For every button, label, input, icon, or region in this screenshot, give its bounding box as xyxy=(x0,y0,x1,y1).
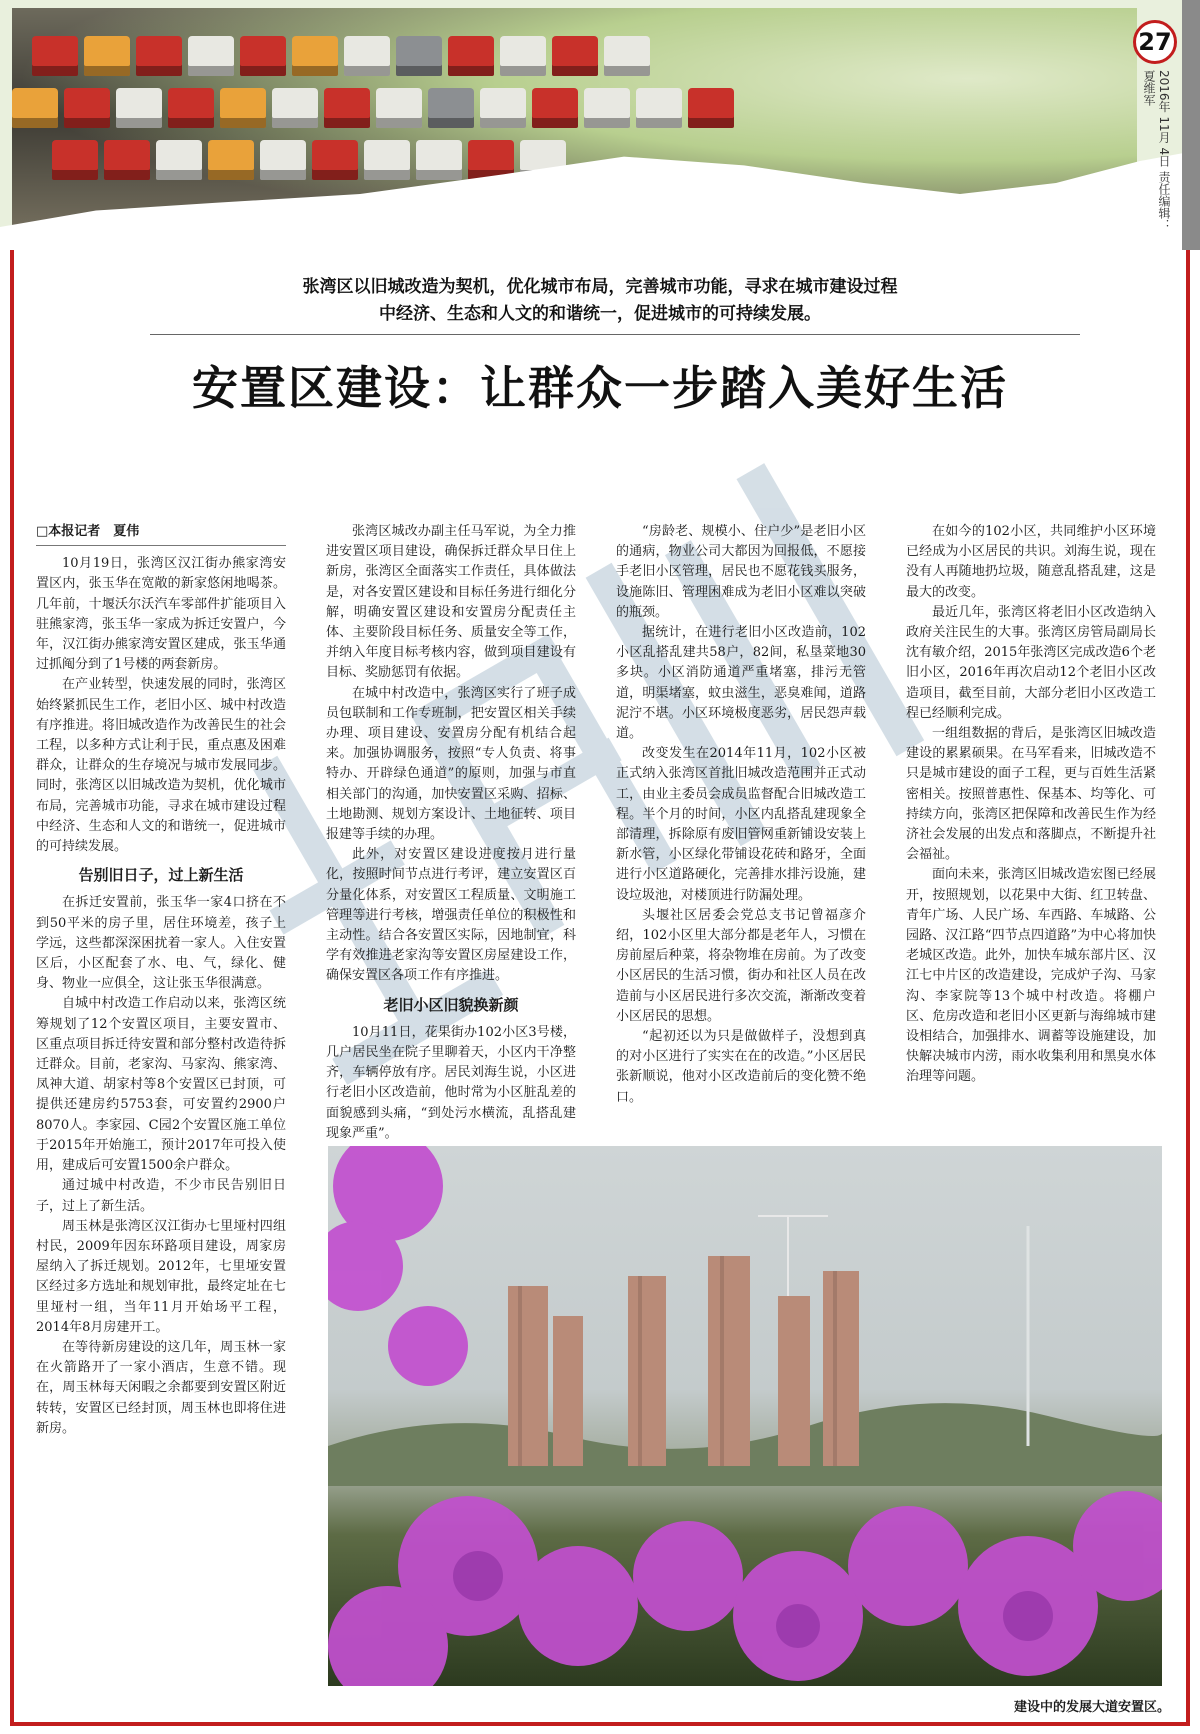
banner-edge xyxy=(1182,0,1200,250)
column-3 xyxy=(616,522,866,1108)
paragraph: 面向未来，张湾区旧城改造宏图已经展开，按照规划，以花果中大街、红卫转盘、青年广场、人民广场、车西路、车城路、公园路、汉江路“四节点四道路”为中心将加快老城区改造。此外，加快车城东部片区、汉江七中片区的改造建设，完成炉子沟、马家沟、李家院等13个城中村改造。将棚户区、危房改造和老旧小区更新与海绵城市建设相结合，加强排水、调蓄等设施建设，加快解决城市内涝，雨水收集利用和黑臭水体治理等问题。 xyxy=(906,867,1156,1085)
header-banner xyxy=(0,0,1200,250)
paragraph: 最近几年，张湾区将老旧小区改造纳入政府关注民生的大事。张湾区房管局副局长沈有敏介绍，2015年张湾区完成改造6个老旧小区，2016年再次启动12个老旧小区改造项目，截至目前，大部分老旧小区改造工程已经顺利完成。 xyxy=(906,604,1156,721)
paragraph: 10月19日，张湾区汉江街办熊家湾安置区内，张玉华在宽敞的新家悠闲地喝茶。几年前，十堰沃尔沃汽车零部件扩能项目入驻熊家湾，张玉华一家成为拆迁安置户，今年，汉江街办熊家湾安置区建成，张玉华通过抓阄分到了1号楼的两套新房。 xyxy=(36,556,286,673)
date-editor-line xyxy=(1141,70,1171,240)
paragraph: 在等待新房建设的这几年，周玉林一家在火箭路开了一家小酒店，生意不错。现在，周玉林每天闲暇之余都要到安置区附近转转，安置区已经封顶，周玉林也即将住进新房。 xyxy=(36,1339,286,1436)
byline: □本报记者 夏伟 xyxy=(36,522,286,546)
paragraph: 据统计，在进行老旧小区改造前，102小区乱搭乱建共58户，82间，私垦菜地30多块。小区消防通道严重堵塞，排污无管道，明渠堵塞，蚊虫滋生，恶臭难闻，道路泥泞不堪。小区环境极度恶劣，居民怨声载道。 xyxy=(616,625,866,742)
column-2 xyxy=(326,522,576,1144)
paragraph: 张湾区城改办副主任马军说，为全力推进安置区项目建设，确保拆迁群众早日住上新房，张湾区全面落实工作责任，具体做法是，对各安置区建设和目标任务进行细化分解，明确安置区建设和安置房分配责任主体、主要阶段目标任务、质量安全等工作，并纳入年度目标考核内容，做到项目建设有目标、奖励惩罚有依据。 xyxy=(326,524,576,681)
photo-illustration xyxy=(328,1146,1162,1686)
paragraph: 在产业转型，快速发展的同时，张湾区始终紧抓民生工作，老旧小区、城中村改造有序推进。将旧城改造作为改善民生的社会工程，以多种方式让利于民，重点惠及困难群众，让群众的生存境况与城市发展同步。同时，张湾区以旧城改造为契机，优化城市布局，完善城市功能，寻求在城市建设过程中经济、生态和人文的和谐统一，促进城市的可持续发展。 xyxy=(36,677,286,855)
article-headline: 安置区建设：让群众一步踏入美好生活 xyxy=(192,361,1008,415)
subhead: 老旧小区旧貌换新颜 xyxy=(383,995,519,1014)
column-4 xyxy=(906,522,1156,1088)
article-lead: 张湾区以旧城改造为契机，优化城市布局，完善城市功能，寻求在城市建设过程中经济、生态和人文的和谐统一，促进城市的可持续发展。 xyxy=(302,277,898,324)
paragraph: 在拆迁安置前，张玉华一家4口挤在不到50平米的房子里，居住环境差，孩子上学远，这些都深深困扰着一家人。入住安置区后，小区配套了水、电、气，绿化、健身、物业一应俱全，这让张玉华很满意。 xyxy=(36,895,286,992)
paragraph: 头堰社区居委会党总支书记曾福彦介绍，102小区里大部分都是老年人，习惯在房前屋后种菜，将杂物堆在房前。为了改变小区居民的生活习惯，街办和社区人员在改造前与小区居民进行多次交流，渐渐改变着小区居民的思想。 xyxy=(616,907,866,1024)
paragraph: 10月11日，花果街办102小区3号楼，几户居民坐在院子里聊着天，小区内干净整齐，车辆停放有序。居民刘海生说，小区进行老旧小区改造前，他时常为小区脏乱差的面貌感到头痛，“到处污水横流，乱搭乱建现象严重”。 xyxy=(326,1024,576,1141)
photo-caption: 建设中的发展大道安置区。 xyxy=(1013,1700,1170,1715)
column-1 xyxy=(36,522,286,1439)
paragraph: 一组组数据的背后，是张湾区旧城改造建设的累累硕果。在马军看来，旧城改造不只是城市建设的面子工程，更与百姓生活紧密相关。按照普惠性、保基本、均等化、可持续方向，张湾区把保障和改善民生作为经济社会发展的出发点和落脚点，不断提升社会福祉。 xyxy=(906,726,1156,863)
paragraph: 通过城中村改造，不少市民告别旧日子，过上了新生活。 xyxy=(36,1178,286,1214)
headline-divider xyxy=(150,334,1080,335)
subhead: 告别旧日子，过上新生活 xyxy=(78,866,244,885)
editor-credit: 责任编辑：夏维军 xyxy=(1142,70,1171,231)
paragraph: “房龄老、规模小、住户少”是老旧小区的通病，物业公司大都因为回报低，不愿接手老旧小区管理，居民也不愿花钱买服务，设施陈旧、管理困难成为老旧小区难以突破的瓶颈。 xyxy=(616,524,866,620)
page-number: 27 xyxy=(1133,20,1177,64)
paragraph: 在如今的102小区，共同维护小区环境已经成为小区居民的共识。刘海生说，现在没有人再随地扔垃圾，随意乱搭乱建，这是最大的改变。 xyxy=(906,524,1156,600)
resettlement-area-photo xyxy=(328,1146,1162,1686)
paragraph: 周玉林是张湾区汉江街办七里垭村四组村民，2009年因东环路项目建设，周家房屋纳入了拆迁规划。2012年，七里垭安置区经过多方选址和规划审批，最终定址在七里垭村一组，当年11月开始场平工程，2014年8月房建开工。 xyxy=(36,1218,286,1335)
paragraph: “起初还以为只是做做样子，没想到真的对小区进行了实实在在的改造。”小区居民张新顺说，他对小区改造前后的变化赞不绝口。 xyxy=(616,1029,866,1105)
issue-date: 2016年 11月 4日 xyxy=(1157,70,1171,168)
paragraph: 在城中村改造中，张湾区实行了班子成员包联制和工作专班制，把安置区相关手续办理、项目建设、安置房分配有机结合起来。加强协调服务，按照“专人负责、将事特办、开辟绿色通道”的原则，加强与市直相关部门的沟通，加快安置区采购、招标、土地勘测、规划方案设计、土地征转、项目报建等手续的办理。 xyxy=(326,685,576,843)
paragraph: 自城中村改造工作启动以来，张湾区统筹规划了12个安置区项目，主要安置市、区重点项目拆迁待安置和部分整村改造待拆迁群众。目前，老家沟、马家沟、熊家湾、凤神大道、胡家村等8个安置区已封顶，可提供还建房约5753套，可安置约2900户8070人。李家园、C园2个安置区施工单位于2015年开始施工，预计2017年可投入使用，建成后可安置1500余户群众。 xyxy=(36,996,286,1174)
paragraph: 此外，对安置区建设进度按月进行量化，按照时间节点进行考评，建立安置区百分量化体系，对安置区工程质量、文明施工管理等进行考核，增强责任单位的积极性和主动性。结合各安置区实际，因地制宜，科学有效推进老家沟等安置区房屋建设工作，确保安置区各项工作有序推进。 xyxy=(326,847,576,984)
paragraph: 改变发生在2014年11月，102小区被正式纳入张湾区首批旧城改造范围并正式动工，由业主委员会成员监督配合旧城改造工程。半个月的时间，小区内乱搭乱建现象全部清理，拆除原有废旧管网重新铺设安装上新水管，小区绿化带铺设花砖和路牙，全面进行小区道路硬化，完善排水排污设施，建设垃圾池，对楼顶进行防漏处理。 xyxy=(616,746,866,903)
